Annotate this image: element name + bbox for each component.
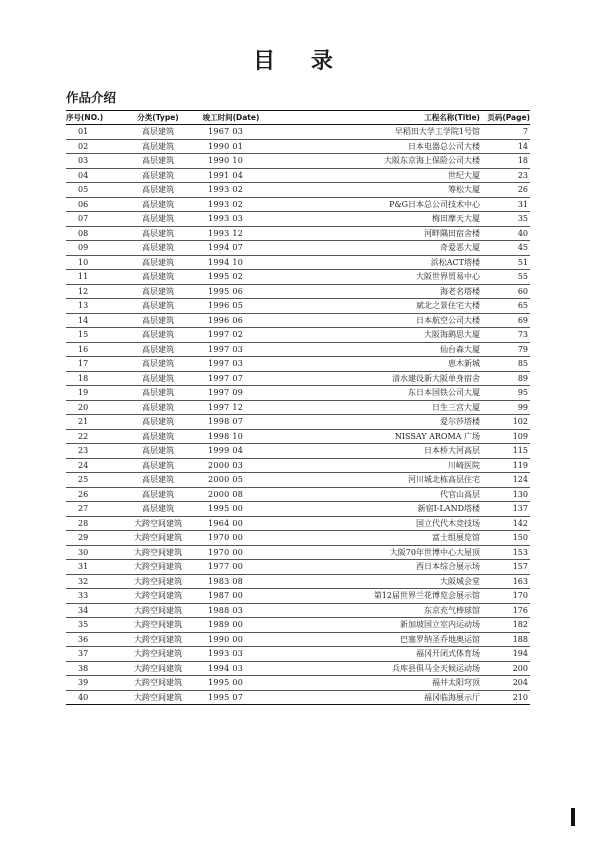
row-no: 14 (66, 313, 122, 328)
row-date: 1997 09 (194, 386, 268, 401)
table-row (66, 255, 530, 270)
row-page: 194 (486, 647, 530, 662)
row-title: 富士组展览馆 (268, 531, 486, 546)
row-page: 163 (486, 574, 530, 589)
table-row (66, 589, 530, 604)
row-type: 高层建筑 (122, 371, 194, 386)
row-type: 大跨空间建筑 (122, 690, 194, 705)
row-page: 26 (486, 183, 530, 198)
row-title: 福井太阳穹顶 (268, 676, 486, 691)
row-title: 日本航空公司大楼 (268, 313, 486, 328)
row-type: 大跨空间建筑 (122, 560, 194, 575)
row-no: 22 (66, 429, 122, 444)
row-no: 15 (66, 328, 122, 343)
row-date: 1996 06 (194, 313, 268, 328)
table-row (66, 632, 530, 647)
row-page: 31 (486, 197, 530, 212)
row-type: 高层建筑 (122, 429, 194, 444)
row-type: 高层建筑 (122, 386, 194, 401)
row-no: 12 (66, 284, 122, 299)
row-date: 1983 08 (194, 574, 268, 589)
header-date: 竣工时间(Date) (194, 111, 268, 125)
table-row (66, 574, 530, 589)
table-row (66, 241, 530, 256)
row-date: 1967 03 (194, 125, 268, 140)
row-no: 30 (66, 545, 122, 560)
row-type: 高层建筑 (122, 197, 194, 212)
row-type: 高层建筑 (122, 284, 194, 299)
row-type: 高层建筑 (122, 342, 194, 357)
row-title: 大阪城会堂 (268, 574, 486, 589)
row-type: 高层建筑 (122, 328, 194, 343)
row-date: 1998 07 (194, 415, 268, 430)
row-no: 16 (66, 342, 122, 357)
row-page: 55 (486, 270, 530, 285)
row-title: 清水建设新大阪单身宿舍 (268, 371, 486, 386)
row-title: 新加坡国立室内运动场 (268, 618, 486, 633)
table-row (66, 183, 530, 198)
row-page: 35 (486, 212, 530, 227)
row-no: 36 (66, 632, 122, 647)
table-row (66, 502, 530, 517)
row-title: 巴塞罗纳圣乔地奥运馆 (268, 632, 486, 647)
row-title: 世纪大厦 (268, 168, 486, 183)
row-type: 高层建筑 (122, 255, 194, 270)
table-header-row (66, 111, 530, 125)
row-no: 28 (66, 516, 122, 531)
row-title: 爱尔莎塔楼 (268, 415, 486, 430)
row-no: 34 (66, 603, 122, 618)
row-page: 18 (486, 154, 530, 169)
row-date: 2000 05 (194, 473, 268, 488)
header-page: 页码(Page) (486, 111, 530, 125)
row-date: 1970 00 (194, 531, 268, 546)
table-row (66, 618, 530, 633)
row-page: 95 (486, 386, 530, 401)
row-no: 05 (66, 183, 122, 198)
row-date: 1997 03 (194, 357, 268, 372)
row-no: 06 (66, 197, 122, 212)
row-title: 早稻田大学工学院1号馆 (268, 125, 486, 140)
table-row (66, 458, 530, 473)
row-no: 09 (66, 241, 122, 256)
table-row (66, 386, 530, 401)
table-row (66, 400, 530, 415)
row-no: 32 (66, 574, 122, 589)
row-date: 1990 00 (194, 632, 268, 647)
row-page: 170 (486, 589, 530, 604)
row-type: 大跨空间建筑 (122, 632, 194, 647)
row-no: 39 (66, 676, 122, 691)
row-date: 1996 05 (194, 299, 268, 314)
row-title: 第12届世界兰花博览会展示馆 (268, 589, 486, 604)
row-type: 大跨空间建筑 (122, 661, 194, 676)
row-date: 1964 00 (194, 516, 268, 531)
row-no: 20 (66, 400, 122, 415)
contents-table (66, 110, 530, 705)
row-date: 1997 07 (194, 371, 268, 386)
row-no: 18 (66, 371, 122, 386)
row-title: P&G日本总公司技术中心 (268, 197, 486, 212)
row-no: 24 (66, 458, 122, 473)
table-row (66, 197, 530, 212)
row-title: 国立代代木竞技场 (268, 516, 486, 531)
row-no: 19 (66, 386, 122, 401)
row-page: 124 (486, 473, 530, 488)
table-row (66, 284, 530, 299)
row-page: 45 (486, 241, 530, 256)
table-row (66, 531, 530, 546)
row-date: 1993 02 (194, 183, 268, 198)
row-page: 182 (486, 618, 530, 633)
row-date: 1997 02 (194, 328, 268, 343)
table-row (66, 168, 530, 183)
row-no: 26 (66, 487, 122, 502)
table-row (66, 357, 530, 372)
table-row (66, 473, 530, 488)
row-page: 115 (486, 444, 530, 459)
table-row (66, 415, 530, 430)
row-title: 仙台森大厦 (268, 342, 486, 357)
header-type: 分类(Type) (122, 111, 194, 125)
row-page: 137 (486, 502, 530, 517)
row-page: 79 (486, 342, 530, 357)
row-date: 1993 03 (194, 212, 268, 227)
row-title: 东日本国铁公司大厦 (268, 386, 486, 401)
row-no: 10 (66, 255, 122, 270)
row-page: 73 (486, 328, 530, 343)
row-date: 1988 03 (194, 603, 268, 618)
row-type: 大跨空间建筑 (122, 516, 194, 531)
row-title: 新宿I-LAND塔楼 (268, 502, 486, 517)
row-page: 109 (486, 429, 530, 444)
row-type: 高层建筑 (122, 183, 194, 198)
header-title: 工程名称(Title) (268, 111, 486, 125)
row-page: 23 (486, 168, 530, 183)
row-date: 1995 00 (194, 676, 268, 691)
row-no: 01 (66, 125, 122, 140)
row-title: NISSAY AROMA 广场 (268, 429, 486, 444)
row-title: 福冈开闭式体育场 (268, 647, 486, 662)
row-title: 福冈临海展示厅 (268, 690, 486, 705)
row-no: 25 (66, 473, 122, 488)
table-row (66, 444, 530, 459)
row-title: 河川城北栋高层住宅 (268, 473, 486, 488)
row-date: 1997 12 (194, 400, 268, 415)
row-title: 大阪东京海上保险公司大楼 (268, 154, 486, 169)
row-date: 1977 00 (194, 560, 268, 575)
table-row (66, 676, 530, 691)
table-row (66, 139, 530, 154)
row-page: 200 (486, 661, 530, 676)
table-row (66, 299, 530, 314)
row-no: 33 (66, 589, 122, 604)
row-no: 21 (66, 415, 122, 430)
row-date: 1993 02 (194, 197, 268, 212)
row-date: 2000 03 (194, 458, 268, 473)
row-date: 1989 00 (194, 618, 268, 633)
row-type: 高层建筑 (122, 212, 194, 227)
header-no: 序号(NO.) (66, 111, 122, 125)
row-title: 斌北之景住宅大楼 (268, 299, 486, 314)
table-row (66, 212, 530, 227)
row-page: 157 (486, 560, 530, 575)
row-type: 高层建筑 (122, 487, 194, 502)
page-title: 目 录 (253, 49, 347, 74)
row-title: 浜松ACT塔楼 (268, 255, 486, 270)
row-type: 高层建筑 (122, 168, 194, 183)
row-no: 07 (66, 212, 122, 227)
row-no: 02 (66, 139, 122, 154)
row-no: 29 (66, 531, 122, 546)
row-date: 1994 10 (194, 255, 268, 270)
row-title: 筹松大厦 (268, 183, 486, 198)
row-page: 65 (486, 299, 530, 314)
table-row (66, 647, 530, 662)
row-no: 40 (66, 690, 122, 705)
row-type: 高层建筑 (122, 139, 194, 154)
row-no: 04 (66, 168, 122, 183)
row-page: 130 (486, 487, 530, 502)
row-type: 高层建筑 (122, 400, 194, 415)
table-row (66, 125, 530, 140)
row-no: 38 (66, 661, 122, 676)
row-date: 1995 06 (194, 284, 268, 299)
row-no: 03 (66, 154, 122, 169)
row-page: 14 (486, 139, 530, 154)
row-date: 1990 10 (194, 154, 268, 169)
table-row (66, 487, 530, 502)
row-title: 海老名塔楼 (268, 284, 486, 299)
row-type: 高层建筑 (122, 125, 194, 140)
row-date: 1995 02 (194, 270, 268, 285)
row-no: 11 (66, 270, 122, 285)
row-title: 代官山高层 (268, 487, 486, 502)
row-date: 1987 00 (194, 589, 268, 604)
table-row (66, 560, 530, 575)
row-page: 204 (486, 676, 530, 691)
row-page: 40 (486, 226, 530, 241)
table-row (66, 661, 530, 676)
table-row (66, 328, 530, 343)
row-type: 大跨空间建筑 (122, 618, 194, 633)
row-type: 大跨空间建筑 (122, 589, 194, 604)
row-type: 大跨空间建筑 (122, 545, 194, 560)
row-page: 102 (486, 415, 530, 430)
section-heading: 作品介绍 (66, 90, 117, 105)
row-title: 西日本综合展示场 (268, 560, 486, 575)
row-page: 85 (486, 357, 530, 372)
row-title: 大阪世界贸易中心 (268, 270, 486, 285)
table-row (66, 371, 530, 386)
row-date: 1993 03 (194, 647, 268, 662)
row-type: 高层建筑 (122, 226, 194, 241)
row-title: 大阪海鹞思大厦 (268, 328, 486, 343)
table-row (66, 603, 530, 618)
table-row (66, 342, 530, 357)
row-type: 大跨空间建筑 (122, 531, 194, 546)
row-page: 142 (486, 516, 530, 531)
row-type: 高层建筑 (122, 458, 194, 473)
row-title: 奇爱恶大厦 (268, 241, 486, 256)
row-type: 高层建筑 (122, 313, 194, 328)
row-title: 日本桥大河高层 (268, 444, 486, 459)
row-type: 高层建筑 (122, 415, 194, 430)
row-date: 1991 04 (194, 168, 268, 183)
row-page: 51 (486, 255, 530, 270)
row-date: 1998 10 (194, 429, 268, 444)
row-title: 兵库县俱马全天候运动场 (268, 661, 486, 676)
row-type: 高层建筑 (122, 241, 194, 256)
row-page: 153 (486, 545, 530, 560)
row-date: 1994 07 (194, 241, 268, 256)
row-no: 17 (66, 357, 122, 372)
table-row (66, 270, 530, 285)
row-page: 176 (486, 603, 530, 618)
row-no: 37 (66, 647, 122, 662)
row-title: 日本电器总公司大楼 (268, 139, 486, 154)
row-date: 1990 01 (194, 139, 268, 154)
row-date: 2000 08 (194, 487, 268, 502)
row-type: 高层建筑 (122, 270, 194, 285)
row-title: 东京充气棒球馆 (268, 603, 486, 618)
row-date: 1997 03 (194, 342, 268, 357)
table-row (66, 429, 530, 444)
table-row (66, 154, 530, 169)
table-body (66, 125, 530, 705)
row-no: 23 (66, 444, 122, 459)
row-type: 大跨空间建筑 (122, 676, 194, 691)
row-page: 7 (486, 125, 530, 140)
table-row (66, 516, 530, 531)
row-no: 13 (66, 299, 122, 314)
table-row (66, 226, 530, 241)
row-page: 89 (486, 371, 530, 386)
row-page: 99 (486, 400, 530, 415)
row-date: 1994 03 (194, 661, 268, 676)
row-title: 大阪70年世博中心大屋顶 (268, 545, 486, 560)
row-no: 35 (66, 618, 122, 633)
row-no: 27 (66, 502, 122, 517)
page-edge-mark (571, 808, 575, 826)
row-title: 川崎医院 (268, 458, 486, 473)
row-type: 高层建筑 (122, 473, 194, 488)
row-page: 210 (486, 690, 530, 705)
row-title: 恵木新城 (268, 357, 486, 372)
row-date: 1995 07 (194, 690, 268, 705)
row-page: 188 (486, 632, 530, 647)
row-title: 日生三宫大厦 (268, 400, 486, 415)
row-page: 150 (486, 531, 530, 546)
row-page: 60 (486, 284, 530, 299)
row-type: 大跨空间建筑 (122, 574, 194, 589)
row-type: 高层建筑 (122, 357, 194, 372)
row-type: 高层建筑 (122, 154, 194, 169)
row-type: 高层建筑 (122, 299, 194, 314)
row-type: 高层建筑 (122, 502, 194, 517)
row-no: 08 (66, 226, 122, 241)
row-type: 高层建筑 (122, 444, 194, 459)
row-date: 1999 04 (194, 444, 268, 459)
row-date: 1970 00 (194, 545, 268, 560)
row-date: 1993 12 (194, 226, 268, 241)
row-type: 大跨空间建筑 (122, 603, 194, 618)
table-row (66, 313, 530, 328)
row-page: 69 (486, 313, 530, 328)
table-row (66, 545, 530, 560)
row-page: 119 (486, 458, 530, 473)
row-type: 大跨空间建筑 (122, 647, 194, 662)
row-title: 梅田摩天大厦 (268, 212, 486, 227)
row-title: 河畔隅田宿舍楼 (268, 226, 486, 241)
row-no: 31 (66, 560, 122, 575)
row-date: 1995 00 (194, 502, 268, 517)
table-row (66, 690, 530, 705)
